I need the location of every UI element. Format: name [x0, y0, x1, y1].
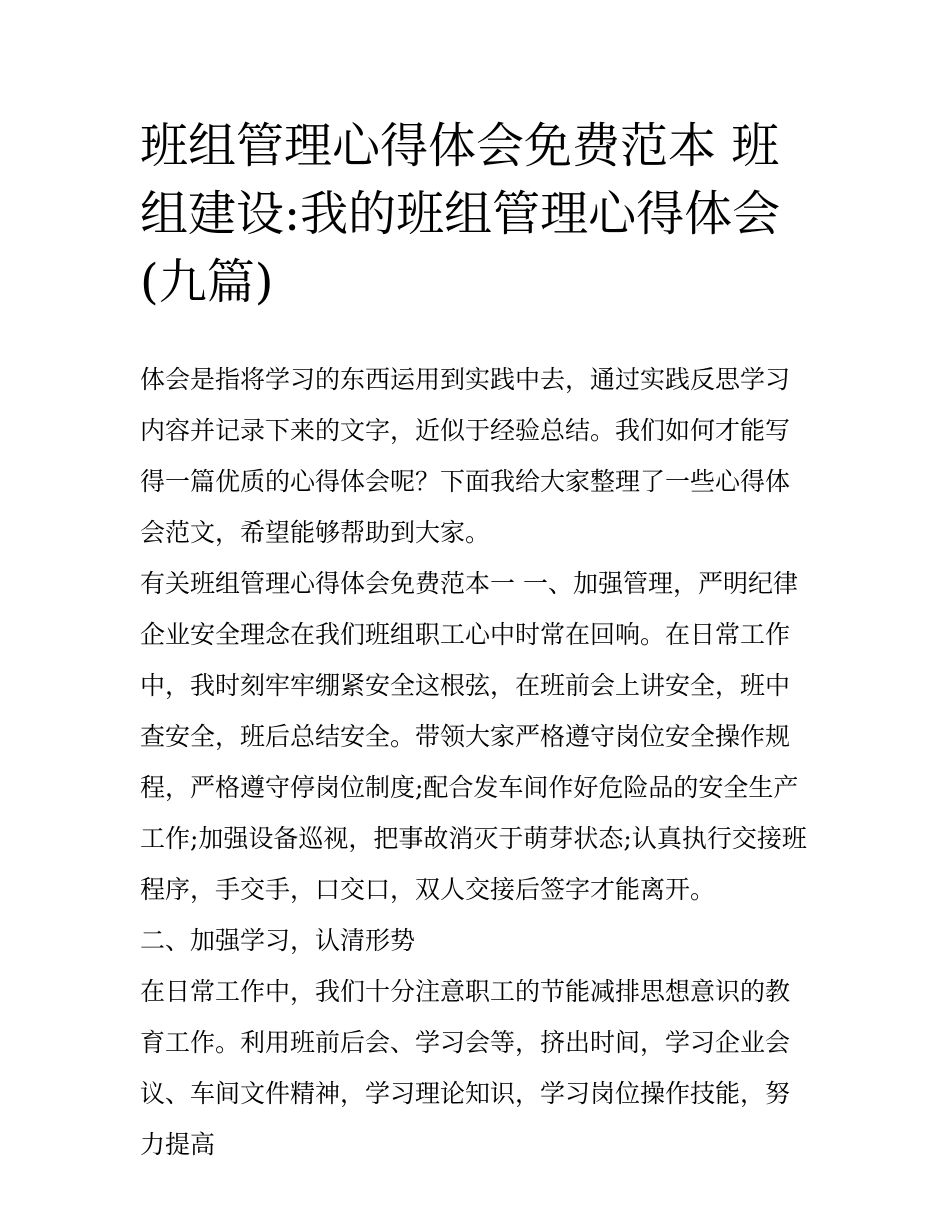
document-title: 班组管理心得体会免费范本 班组建设:我的班组管理心得体会(九篇)	[140, 118, 781, 310]
paragraph-study: 在日常工作中，我们十分注意职工的节能减排思想意识的教育工作。利用班前后会、学习会等，挤出时间，学习企业会议、车间文件精神，学习理论知识，学习岗位操作技能，努力提高	[140, 977, 791, 1159]
document-body	[140, 354, 812, 1170]
paragraph-safety: 企业安全理念在我们班组职工心中时常在回响。在日常工作中，我时刻牢牢绷紧安全这根弦，在班前会上讲安全，班中查安全，班后总结安全。带领大家严格遵守岗位安全操作规程，严格遵守停岗位制度;配合发车间作好危险品的安全生产工作;加强设备巡视，把事故消灭于萌芽状态;认真执行交接班程序，手交手，口交口，双人交接后签字才能离开。	[140, 620, 807, 904]
paragraph-section-one-heading: 有关班组管理心得体会免费范本一 一、加强管理，严明纪律	[140, 569, 798, 598]
paragraph-intro: 体会是指将学习的东西运用到实践中去，通过实践反思学习内容并记录下来的文字，近似于经验总结。我们如何才能写得一篇优质的心得体会呢？下面我给大家整理了一些心得体会范文，希望能够帮助到大家。	[140, 365, 791, 547]
paragraph-section-two-heading: 二、加强学习，认清形势	[140, 926, 416, 955]
